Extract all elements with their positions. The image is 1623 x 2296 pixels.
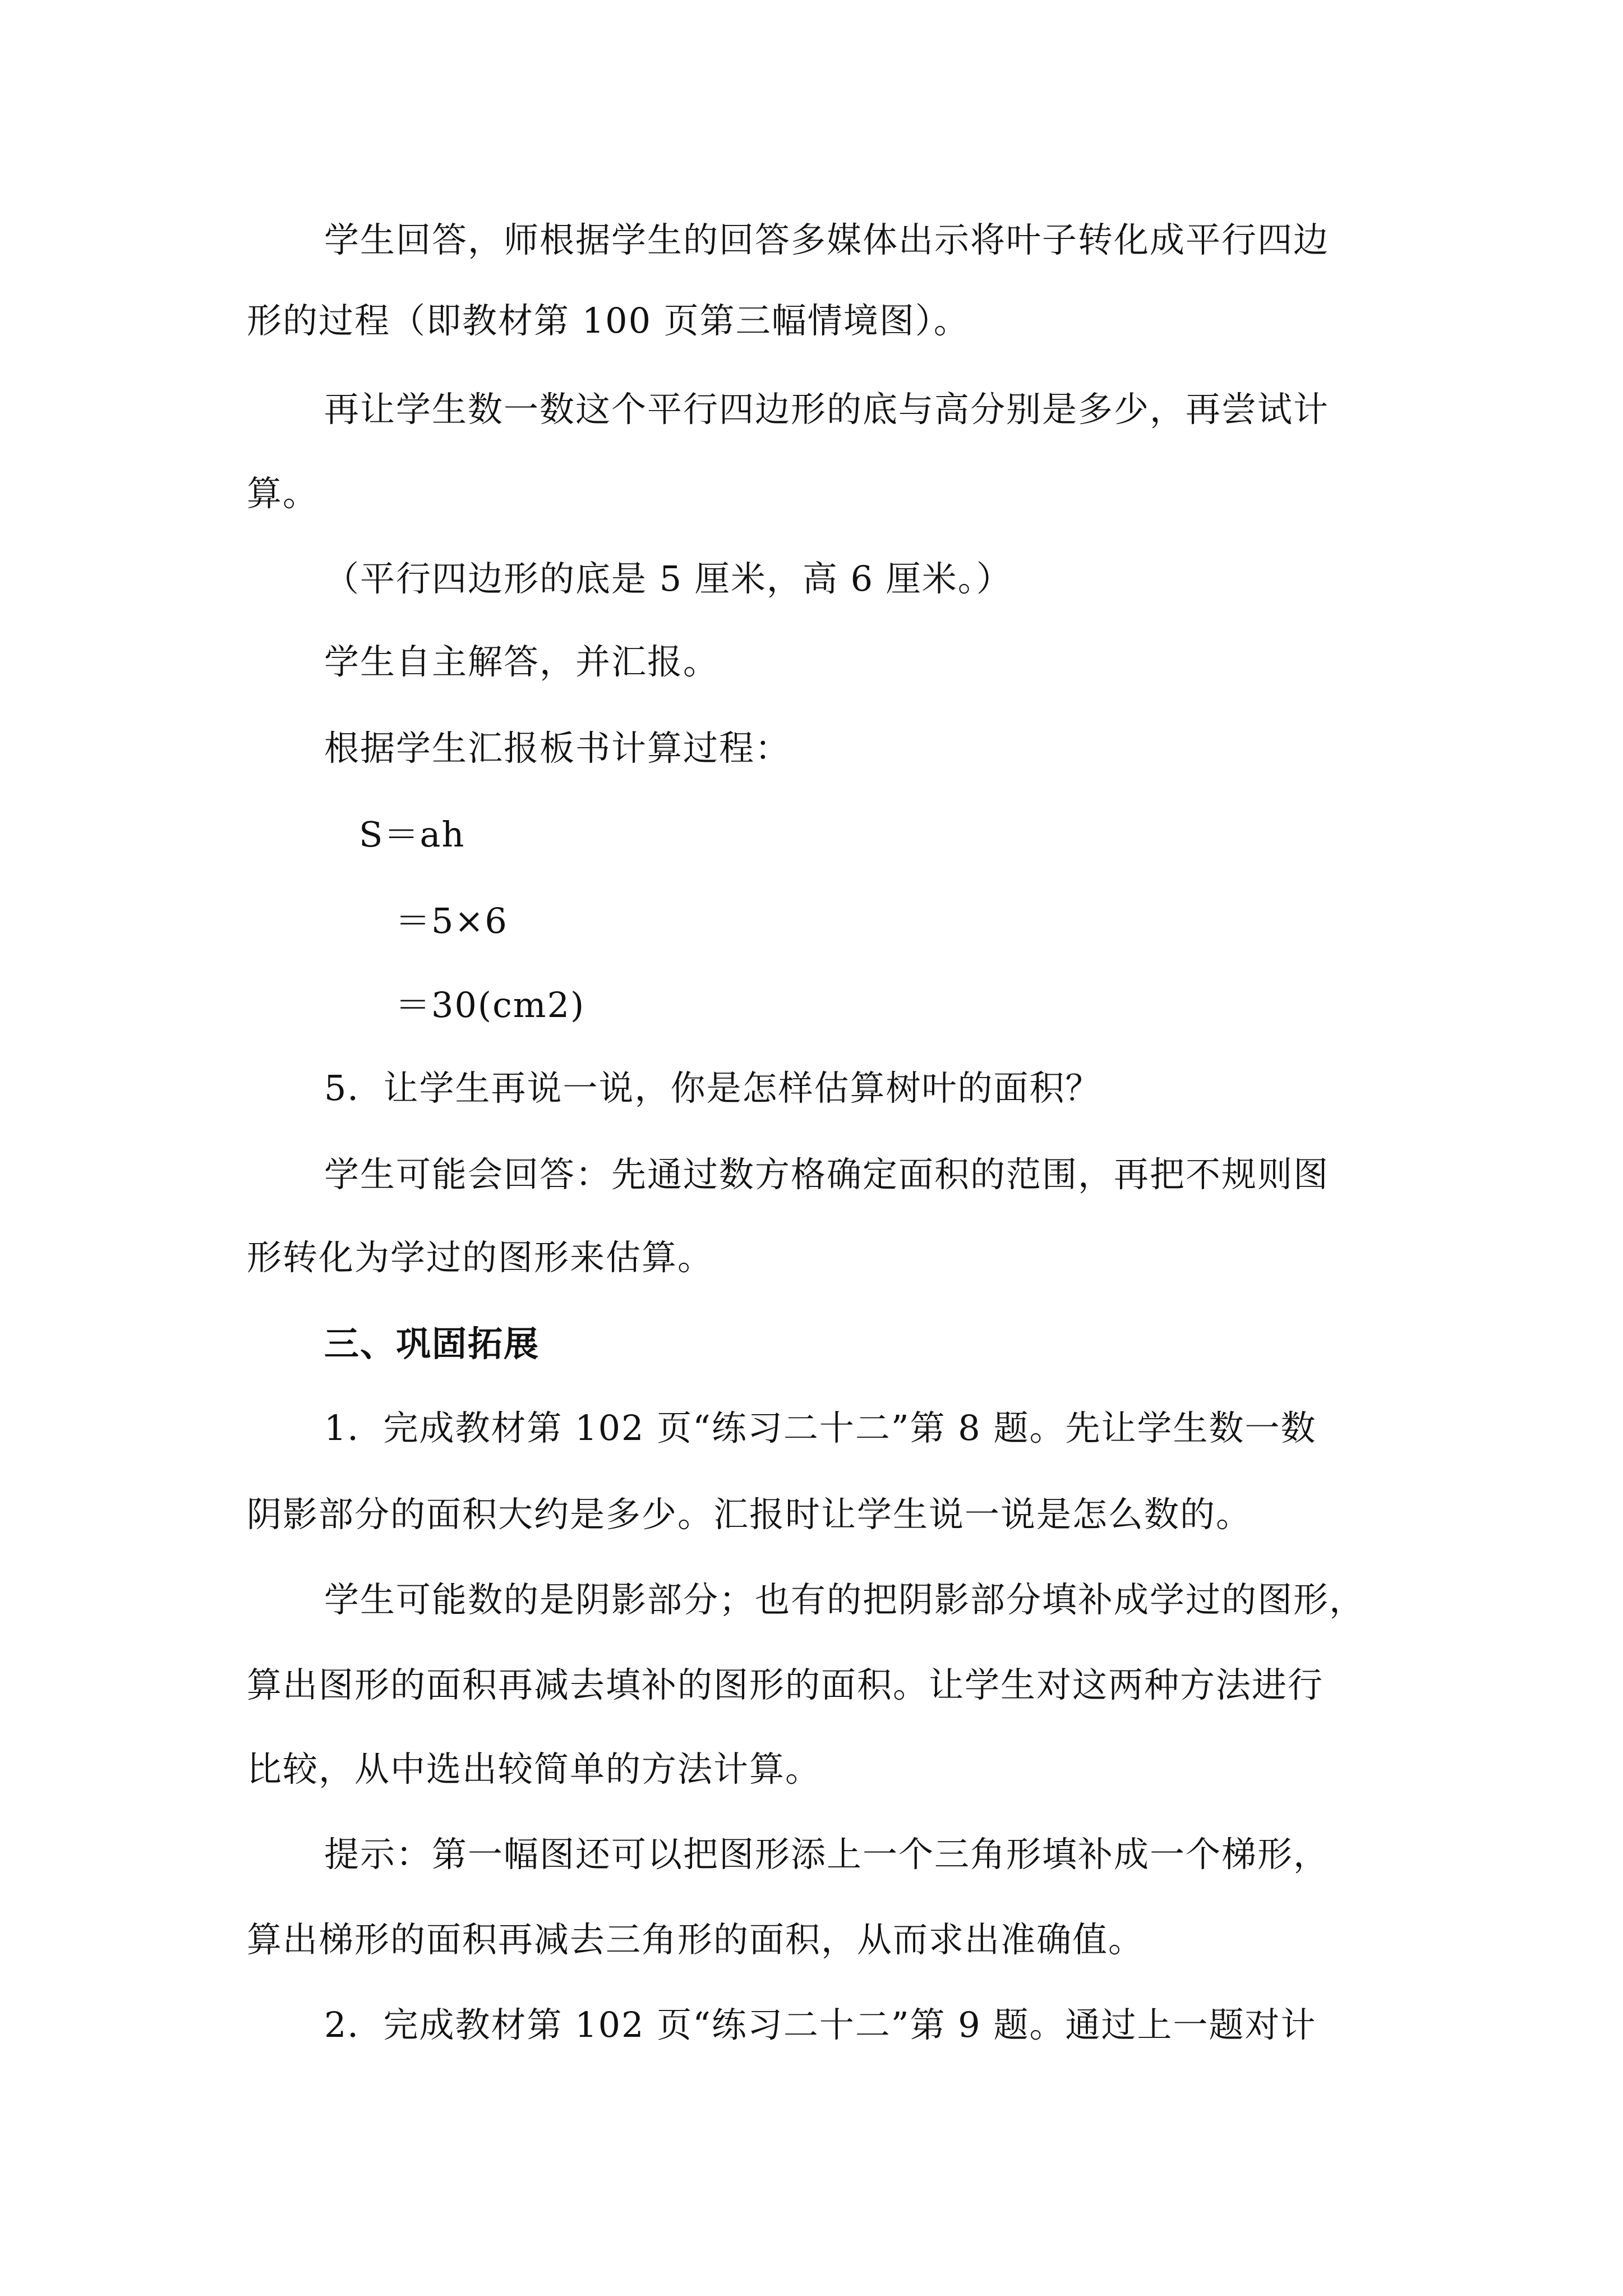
paragraph-line-3: 再让学生数一数这个平行四边形的底与高分别是多少，再尝试计	[324, 389, 1330, 430]
paragraph-line-2: 形的过程（即教材第 100 页第三幅情境图）。	[247, 300, 970, 341]
paragraph-line-17: 算出梯形的面积再减去三角形的面积，从而求出准确值。	[247, 1919, 1145, 1960]
paragraph-line-11: 1．完成教材第 102 页“练习二十二”第 8 题。先让学生数一数	[324, 1407, 1317, 1448]
paragraph-line-4: 算。	[247, 473, 319, 514]
paragraph-line-13: 学生可能数的是阴影部分；也有的把阴影部分填补成学过的图形，	[324, 1579, 1366, 1620]
formula-line-3: ＝30(cm2)	[395, 984, 585, 1025]
paragraph-line-9: 学生可能会回答：先通过数方格确定面积的范围，再把不规则图	[324, 1154, 1330, 1195]
paragraph-line-5: （平行四边形的底是 5 厘米，高 6 厘米。）	[324, 558, 1012, 599]
paragraph-line-16: 提示：第一幅图还可以把图形添上一个三角形填补成一个梯形，	[324, 1834, 1330, 1875]
paragraph-line-6: 学生自主解答，并汇报。	[324, 641, 720, 682]
formula-line-1: S＝ah	[359, 814, 465, 855]
formula-line-2: ＝5×6	[395, 900, 508, 941]
paragraph-line-18: 2．完成教材第 102 页“练习二十二”第 9 题。通过上一题对计	[324, 2004, 1317, 2045]
paragraph-line-7: 根据学生汇报板书计算过程：	[324, 728, 791, 769]
paragraph-line-1: 学生回答，师根据学生的回答多媒体出示将叶子转化成平行四边	[324, 219, 1330, 260]
paragraph-line-14: 算出图形的面积再减去填补的图形的面积。让学生对这两种方法进行	[247, 1664, 1324, 1705]
paragraph-line-15: 比较，从中选出较简单的方法计算。	[247, 1749, 822, 1789]
paragraph-line-12: 阴影部分的面积大约是多少。汇报时让学生说一说是怎么数的。	[247, 1494, 1252, 1535]
paragraph-line-8: 5．让学生再说一说，你是怎样估算树叶的面积？	[324, 1068, 1101, 1108]
section-heading: 三、巩固拓展	[324, 1323, 540, 1364]
paragraph-line-10: 形转化为学过的图形来估算。	[247, 1237, 714, 1278]
